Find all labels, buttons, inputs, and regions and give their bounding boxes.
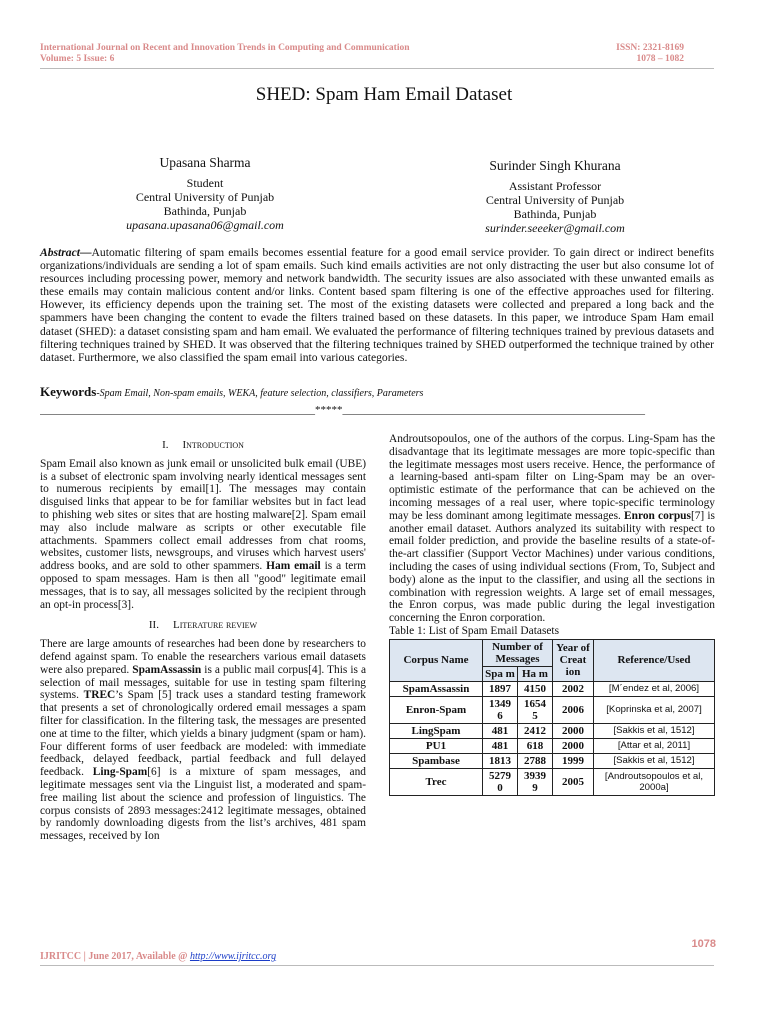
intro-text-b: is a term opposed to spam messages. Ham is then all "good" legitimate email messages, that is to say, all messages solicited by the recipient through an opt-in process[3]. — [40, 560, 366, 611]
header-spam: Spa m — [483, 666, 518, 681]
spam-count-cell: 1349 6 — [483, 696, 518, 723]
dataset-table — [389, 639, 715, 796]
corpus-name-cell: Trec — [390, 768, 483, 795]
ham-count-cell: 618 — [518, 738, 553, 753]
year-cell: 2002 — [553, 681, 594, 696]
journal-volume: Volume: 5 Issue: 6 — [40, 54, 115, 64]
header-ham: Ha m — [518, 666, 553, 681]
ham-count-cell: 1654 5 — [518, 696, 553, 723]
lingspam-term: Ling-Spam — [92, 766, 148, 779]
spam-count-cell: 481 — [483, 738, 518, 753]
corpus-name-cell: Spambase — [390, 753, 483, 768]
ham-count-cell: 3939 9 — [518, 768, 553, 795]
section-number: II. — [148, 619, 159, 632]
spam-count-cell: 1813 — [483, 753, 518, 768]
trec-term: TREC — [83, 689, 116, 702]
section-heading-introduction — [40, 439, 366, 452]
footer-text: IJRITCC | June 2017, Available @ — [40, 951, 188, 962]
abstract-text: Automatic filtering of spam emails becomes essential feature for a good email service provider. To gain direct or indirect benefits organizations/individuals are sending a lot of spam emails. Such kind emails activities are not only distracting the user but also consume lot of resources including processing power, memory and network bandwidth. The security issues are also associated with these unwanted emails as these emails may contain malicious content and/or links. Content based spam filtering is one of the effective approaches used for filtering. However, its efficiency depends upon the training set. The most of the existing datasets were collected and prepared a long back and the spammers have been changing the content to evade the filters trained based on these datasets. In this paper, we introduce Spam Ham email dataset (SHED): a dataset consisting spam and ham email. We evaluated the performance of filtering techniques trained by previous datasets and filtering techniques trained by SHED. It was observed that the filtering techniques trained by SHED outperformed the technique trained by other dataset. Furthermore, we also classified the spam email into various categories. — [40, 246, 714, 364]
section-number: I. — [162, 439, 169, 451]
year-cell: 1999 — [553, 753, 594, 768]
lit-text-4: [6] is a mixture of spam messages, and legitimate messages sent via the Linguist list, a moderated and spam-free mailing list about the science and profession of linguistics. The corpus consists of 2893 messages:2412 legitimate messages, obtained by randomly downloading digests from the list’s archives, 481 spam messages, received by Ion — [40, 766, 366, 843]
author-name: Upasana Sharma — [159, 155, 251, 170]
right-text-1: Androutsopoulos, one of the authors of the corpus. Ling-Spam has the disadvantage that its legitimate messages are more topic-specific than the legitimate messages most users receive. Hence, the performance of a learning-based anti-spam filter on Ling-Spam may be an over-optimistic estimate of the performance that can be achieved on the incoming messages of a real user, where topic-specific terminology may be less dominant among legitimate messages. — [389, 433, 715, 522]
issn: ISSN: 2321-8169 — [616, 43, 684, 53]
reference-cell: [Attar et al, 2011] — [594, 738, 715, 753]
reference-cell: [Koprinska et al, 2007] — [594, 696, 715, 723]
author-city: Bathinda, Punjab — [513, 207, 597, 221]
abstract-label: Abstract— — [40, 246, 92, 259]
table-row — [390, 753, 715, 768]
header-number-of-messages: Number of Messages — [483, 639, 553, 666]
footer — [40, 951, 276, 962]
table-row — [390, 696, 715, 723]
lit-text-2: is a public mail corpus[4]. This is a selection of mail messages, suitable for use in testing spam filtering systems. — [40, 663, 366, 702]
right-text-2: [7] is another email dataset. Authors analyzed its suitability with respect to email folder prediction, and provide the baseline results of a state-of-the-art classifier (Support Vector Machines) under various conditions, including the cases of using individual sections (From, To, Subject and body) alone as the input to the classifier, and using all the sections in combination with regression weights. A large set of email messages, the Enron corpus, was made public during the legal investigation concerning the Enron corporation. — [389, 509, 715, 625]
journal-name: International Journal on Recent and Innovation Trends in Computing and Communication — [40, 43, 410, 53]
header-reference: Reference/Used — [594, 639, 715, 681]
year-cell: 2005 — [553, 768, 594, 795]
spam-count-cell: 5279 0 — [483, 768, 518, 795]
header-year: Year of Creat ion — [553, 639, 594, 681]
author-role: Student — [186, 176, 224, 190]
lit-text-3: ’s Spam [5] track uses a standard testing framework that presents a set of chronologically ordered email messages a spam filter for classification. In the filtering task, the messages are presented one at time to the filter, which yields a binary judgment (spam or ham). Four different forms of user feedback are modeled: with immediate feedback, delayed feedback, partial feedback and full delayed feedback. — [40, 689, 366, 779]
table-row — [390, 738, 715, 753]
header-rule — [40, 68, 714, 69]
corpus-name-cell: Enron-Spam — [390, 696, 483, 723]
year-cell: 2006 — [553, 696, 594, 723]
left-column — [40, 439, 366, 843]
reference-cell: [M´endez et al, 2006] — [594, 681, 715, 696]
spam-count-cell: 1897 — [483, 681, 518, 696]
intro-text-a: Spam Email also known as junk email or unsolicited bulk email (UBE) is a subset of electronic spam involving nearly identical messages sent to numerous recipients by email[1]. The messages may contain disguised links that appear to be for familiar websites but in fact lead to phishing web sites or sites that are hosting malware[2]. Spam email may also include malware as scripts or other executable file attachments. Spammers collect email addresses from chat rooms, websites, customer lists, newsgroups, and viruses which harvest users' address books, and are sold to other spammers. — [40, 457, 366, 573]
header-corpus-name: Corpus Name — [390, 639, 483, 681]
page-number: 1078 — [691, 938, 716, 950]
table-row — [390, 723, 715, 738]
author-name: Surinder Singh Khurana — [489, 158, 621, 173]
ham-count-cell: 2412 — [518, 723, 553, 738]
issn-header — [616, 43, 684, 65]
reference-cell: [Androutsopoulos et al, 2000a] — [594, 768, 715, 795]
author-role: Assistant Professor — [508, 179, 602, 193]
journal-link[interactable]: http://www.ijritcc.org — [189, 951, 277, 962]
enron-term: Enron corpus — [624, 509, 691, 522]
author-city: Bathinda, Punjab — [163, 204, 247, 218]
author-affiliation: Central University of Punjab — [135, 190, 275, 204]
page-range: 1078 – 1082 — [636, 54, 684, 64]
reference-cell: [Sakkis et al, 1512] — [594, 723, 715, 738]
keywords — [40, 385, 714, 401]
intro-paragraph — [40, 458, 366, 612]
literature-paragraph — [40, 638, 366, 843]
corpus-name-cell: LingSpam — [390, 723, 483, 738]
journal-header — [40, 43, 410, 65]
section-title: Literature review — [172, 619, 258, 632]
right-paragraph — [389, 433, 715, 625]
ham-count-cell: 2788 — [518, 753, 553, 768]
spam-count-cell: 481 — [483, 723, 518, 738]
author-email: surinder.seeeker@gmail.com — [485, 221, 625, 235]
paper-title: SHED: Spam Ham Email Dataset — [255, 84, 513, 105]
table-caption: Table 1: List of Spam Email Datasets — [389, 624, 560, 637]
section-title: Introduction — [182, 439, 244, 451]
table-row — [390, 681, 715, 696]
ham-email-term: Ham email — [266, 560, 321, 573]
reference-cell: [Sakkis et al, 1512] — [594, 753, 715, 768]
footer-rule — [40, 965, 714, 966]
author-2 — [440, 159, 670, 235]
year-cell: 2000 — [553, 723, 594, 738]
abstract — [40, 246, 714, 364]
ham-count-cell: 4150 — [518, 681, 553, 696]
year-cell: 2000 — [553, 738, 594, 753]
keywords-label: Keywords — [40, 384, 97, 399]
spamassassin-term: SpamAssassin — [132, 663, 202, 676]
keywords-text: -Spam Email, Non-spam emails, WEKA, feature selection, classifiers, Parameters — [96, 388, 424, 399]
lit-text-1: There are large amounts of researches had been done by researchers to defend against spam. To enable the researchers various email datasets were also prepared. — [40, 638, 366, 676]
corpus-name-cell: SpamAssassin — [390, 681, 483, 696]
author-affiliation: Central University of Punjab — [485, 193, 625, 207]
author-1 — [100, 156, 310, 232]
section-separator: __________________________________________________*****_______________________________________________________ — [40, 404, 645, 416]
author-email: upasana.upasana06@gmail.com — [126, 218, 284, 232]
table-row — [390, 768, 715, 795]
corpus-name-cell: PU1 — [390, 738, 483, 753]
table-header-row — [390, 639, 715, 666]
section-heading-literature — [40, 619, 366, 632]
right-column — [389, 433, 715, 796]
